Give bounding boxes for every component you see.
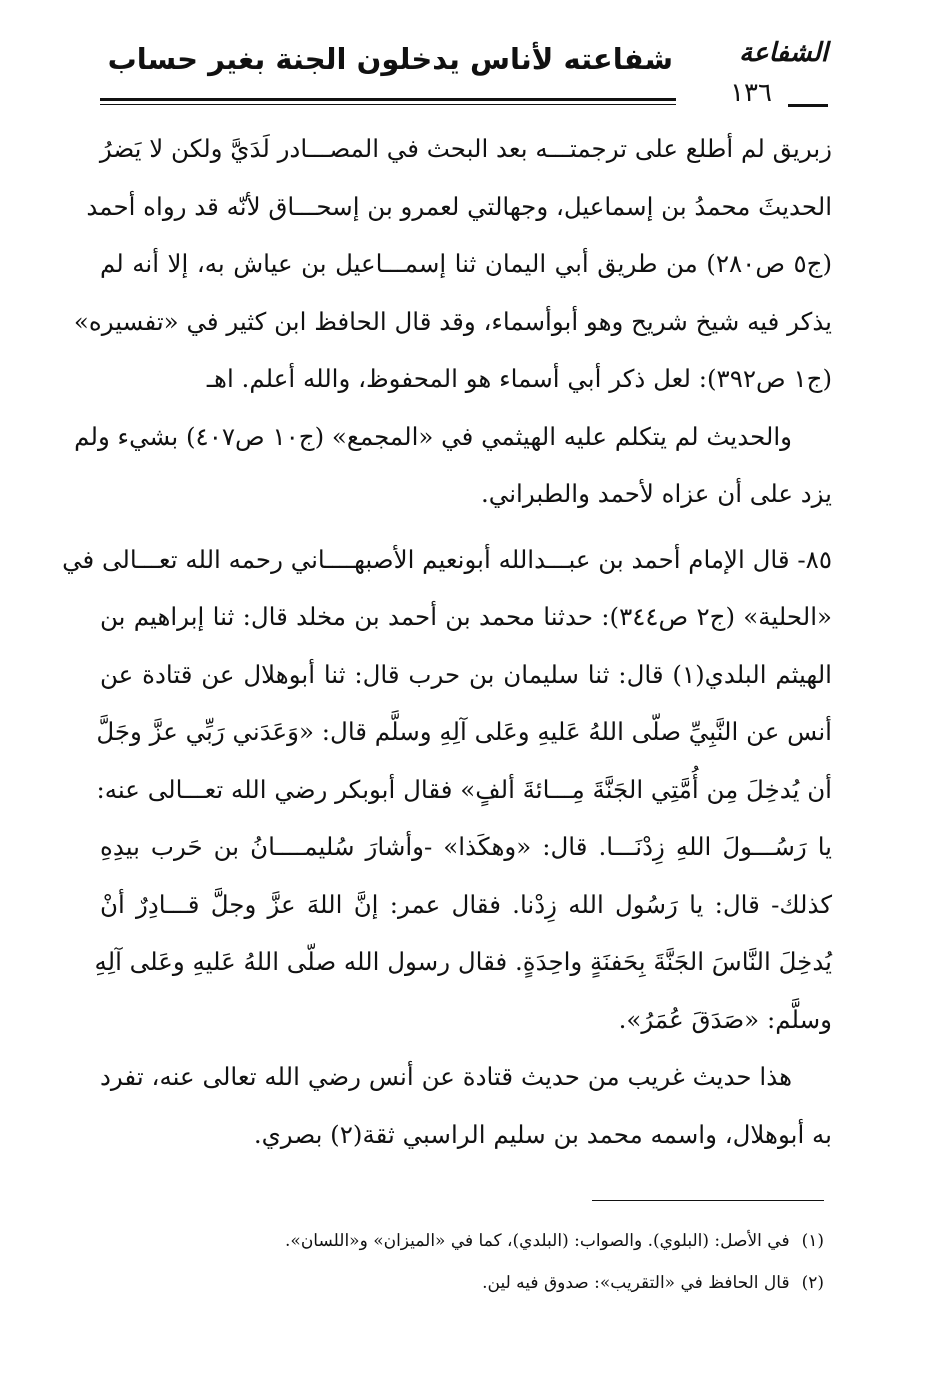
text-line: وسلَّم: «صَدَقَ عُمَرُ». [618, 1004, 832, 1034]
header-rule-short [788, 104, 828, 107]
footnote-text: قال الحافظ في «التقريب»: صدوق فيه لين. [482, 1273, 790, 1293]
footnotes [124, 1220, 824, 1304]
page-header [96, 28, 828, 108]
text-line: به أبوهلال، واسمه محمد بن سليم الراسبي ثقة(٢) بصري. [253, 1119, 832, 1149]
paragraph [74, 408, 832, 523]
header-rule [100, 98, 676, 101]
text-line: ٨٥- قال الإمام أحمد بن عبـــدالله أبونعيم الأصبهــــاني رحمه الله تعـــالى في [62, 544, 832, 574]
footnote-text: في الأصل: (البلوي). والصواب: (البلدي)، كما في «الميزان» و«اللسان». [285, 1231, 790, 1251]
text-line: (ج٥ ص٢٨٠) من طريق أبي اليمان ثنا إسمـــاعيل بن عياش به، إلا أنه لم [100, 249, 832, 278]
footnote [124, 1262, 824, 1304]
text-line: أنس عن النَّبِيِّ صلّى اللهُ عَليهِ وعَلى آلِهِ وسلَّم قال: «وَعَدَني رَبِّي عزَّ وجَلَّ [96, 717, 832, 746]
text-line: الهيثم البلدي(١) قال: ثنا سليمان بن حرب قال: ثنا أبوهلال عن قتادة عن [100, 659, 832, 689]
page-title: شفاعته لأناس يدخلون الجنة بغير حساب [107, 42, 673, 76]
paragraph [73, 120, 832, 408]
paragraph-hadith-85 [62, 531, 832, 1049]
paragraph [100, 1048, 832, 1163]
footnote [124, 1220, 824, 1262]
book-logo: الشفاعة [739, 38, 828, 68]
body-text [62, 120, 832, 1163]
text-line: يزد على أن عزاه لأحمد والطبراني. [480, 479, 832, 508]
text-line: يذكر فيه شيخ شريح وهو أبوأسماء، وقد قال الحافظ ابن كثير في «تفسيره» [73, 306, 832, 336]
page-number: ١٣٦ [730, 78, 772, 108]
footnote-number: (٢) [801, 1273, 824, 1293]
footnote-separator [592, 1200, 824, 1201]
header-rule-thin [100, 104, 676, 105]
text-line: هذا حديث غريب من حديث قتادة عن أنس رضي الله تعالى عنه، تفرد [100, 1062, 792, 1091]
text-line: أن يُدخِلَ مِن أُمَّتِي الجَنَّةَ مِـــائةَ ألفٍ» فقال أبوبكر رضي الله تعـــالى عنه: [96, 774, 832, 804]
text-line: «الحلية» (ج٢ ص٣٤٤): حدثنا محمد بن أحمد بن مخلد قال: ثنا إبراهيم بن [100, 602, 832, 631]
text-line: كذلك- قال: يا رَسُول الله زِدْنا. فقال عمر: إنَّ اللهَ عزَّ وجلَّ قـــادِرٌ أنْ [100, 889, 832, 919]
text-line: يُدخِلَ النَّاسَ الجَنَّةَ بِحَفنَةٍ واحِدَةٍ. فقال رسول الله صلّى اللهُ عَليهِ وعَلى آلِهِ [94, 947, 832, 976]
footnote-number: (١) [801, 1231, 824, 1251]
text-line: زبريق لم أطلع على ترجمتـــه بعد البحث في المصـــادر لَدَيَّ ولكن لا يَضرُ [99, 134, 832, 163]
text-line: والحديث لم يتكلم عليه الهيثمي في «المجمع» (ج١٠ ص٤٠٧) بشيء ولم [74, 421, 792, 451]
text-line: الحديثَ محمدُ بن إسماعيل، وجهالتي لعمرو بن إسحـــاق لأنّه قد رواه أحمد [86, 191, 832, 221]
text-line: (ج١ ص٣٩٢): لعل ذكر أبي أسماء هو المحفوظ، والله أعلم. اهـ [206, 364, 832, 393]
text-line: يا رَسُـــولَ اللهِ زِدْنَـــا. قال: «وهكَذا» -وأشارَ سُليمــــانُ بن حَرب بيدِهِ [100, 832, 832, 861]
